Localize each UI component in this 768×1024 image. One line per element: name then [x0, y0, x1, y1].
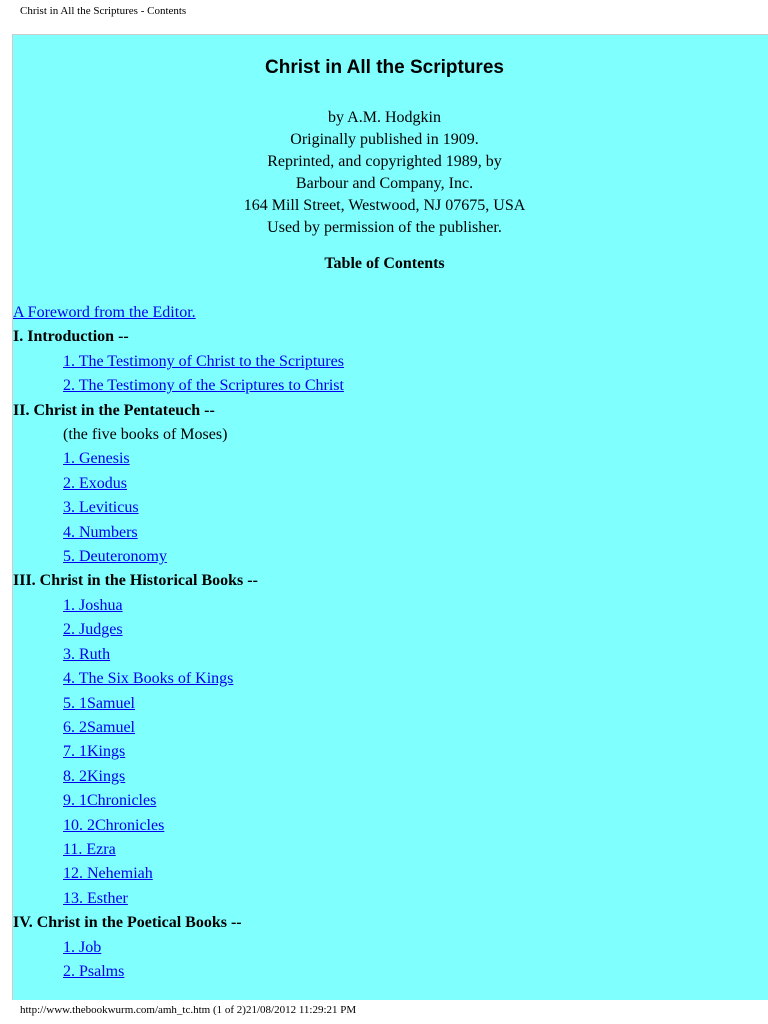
toc-row — [13, 374, 344, 398]
toc-row — [13, 643, 344, 667]
chapter-link[interactable]: 2. Psalms — [63, 962, 125, 980]
chapter-link[interactable]: 12. Nehemiah — [63, 865, 153, 883]
chapter-link[interactable]: 5. 1Samuel — [63, 694, 135, 712]
print-footer: http://www.thebookwurm.com/amh_tc.htm (1 of 2)21/08/2012 11:29:21 PM — [20, 1004, 357, 1016]
toc-row — [13, 692, 344, 716]
toc-row — [13, 667, 344, 691]
toc-row — [13, 496, 344, 520]
toc-row — [13, 350, 344, 374]
credit-publisher: Barbour and Company, Inc. — [295, 175, 474, 192]
section-heading-introduction: I. Introduction -- — [13, 328, 129, 346]
section-heading-historical: III. Christ in the Historical Books -- — [13, 572, 258, 590]
chapter-link[interactable]: 3. Leviticus — [63, 499, 139, 517]
chapter-link[interactable]: 5. Deuteronomy — [63, 548, 167, 566]
chapter-link[interactable]: 4. Numbers — [63, 523, 138, 541]
toc-row — [13, 716, 344, 740]
chapter-link[interactable]: 3. Ruth — [63, 645, 111, 663]
chapter-link[interactable]: 8. 2Kings — [63, 767, 126, 785]
chapter-link[interactable]: 1. Joshua — [63, 596, 123, 614]
toc-row — [13, 887, 344, 911]
credit-author: by A.M. Hodgkin — [328, 109, 441, 126]
toc-row — [13, 862, 344, 886]
content-panel — [12, 34, 768, 1000]
chapter-link[interactable]: 6. 2Samuel — [63, 718, 135, 736]
chapter-link[interactable]: 9. 1Chronicles — [63, 792, 157, 810]
toc-row — [13, 521, 344, 545]
toc-row — [13, 740, 344, 764]
credit-reprint: Reprinted, and copyrighted 1989, by — [267, 153, 502, 170]
toc-row — [13, 789, 344, 813]
toc-row — [13, 594, 344, 618]
section-note: (the five books of Moses) — [63, 426, 228, 444]
credits-block — [13, 107, 756, 239]
chapter-link[interactable]: 4. The Six Books of Kings — [63, 670, 234, 688]
toc-row — [13, 301, 344, 325]
foreword-link[interactable]: A Foreword from the Editor. — [13, 304, 196, 321]
chapter-link[interactable]: 11. Ezra — [63, 840, 116, 858]
toc-row — [13, 545, 344, 569]
chapter-link[interactable]: 13. Esther — [63, 889, 128, 907]
page-title: Christ in All the Scriptures — [265, 57, 504, 78]
toc-row — [13, 814, 344, 838]
table-of-contents — [13, 301, 344, 984]
section-heading-pentateuch: II. Christ in the Pentateuch -- — [13, 401, 215, 419]
chapter-link[interactable]: 2. Exodus — [63, 474, 127, 492]
chapter-link[interactable]: 7. 1Kings — [63, 743, 126, 761]
chapter-link[interactable]: 2. Judges — [63, 621, 123, 639]
toc-row — [13, 765, 344, 789]
chapter-link[interactable]: 1. Genesis — [63, 450, 130, 468]
credit-address: 164 Mill Street, Westwood, NJ 07675, USA — [243, 197, 526, 214]
toc-row — [13, 936, 344, 960]
chapter-link[interactable]: 2. The Testimony of the Scriptures to Christ — [63, 377, 344, 395]
toc-row — [13, 838, 344, 862]
section-heading-poetical: IV. Christ in the Poetical Books -- — [13, 914, 242, 932]
credit-original-publication: Originally published in 1909. — [290, 131, 479, 148]
toc-row — [13, 447, 344, 471]
toc-row — [13, 472, 344, 496]
credit-permission: Used by permission of the publisher. — [267, 219, 502, 236]
print-header: Christ in All the Scriptures - Contents — [20, 5, 187, 17]
toc-row — [13, 618, 344, 642]
toc-row — [13, 960, 344, 984]
chapter-link[interactable]: 1. Job — [63, 938, 102, 956]
chapter-link[interactable]: 1. The Testimony of Christ to the Scriptures — [63, 352, 344, 370]
chapter-link[interactable]: 10. 2Chronicles — [63, 816, 165, 834]
toc-heading: Table of Contents — [324, 255, 445, 272]
